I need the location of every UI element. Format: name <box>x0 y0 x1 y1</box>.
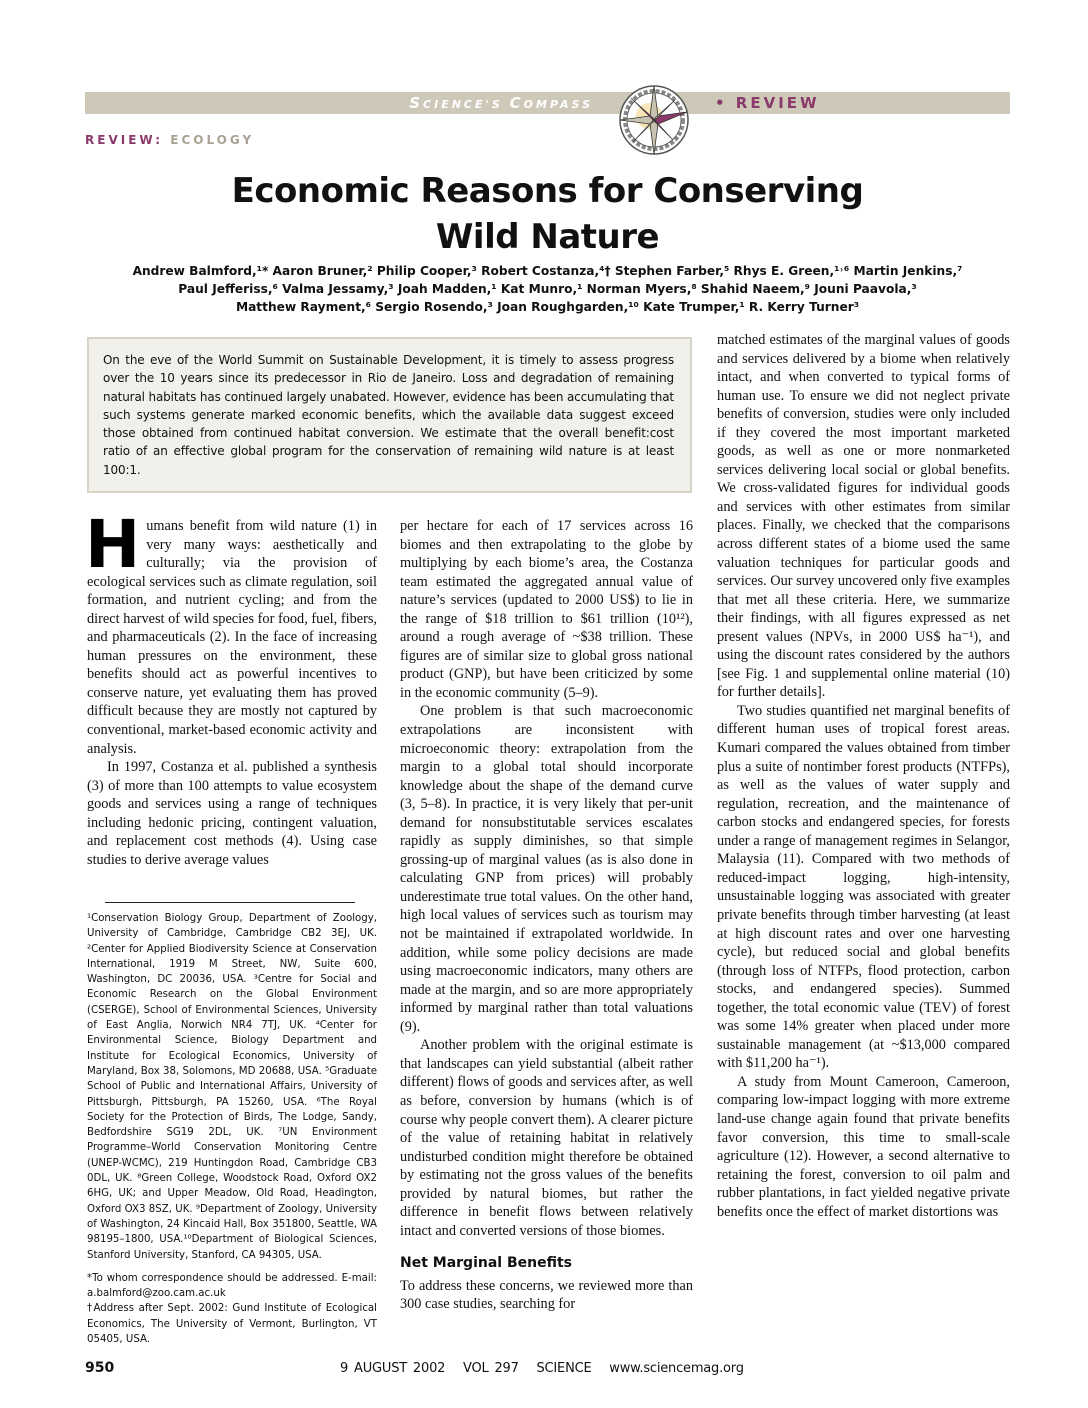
body-column-1 <box>85 506 377 869</box>
correspondence-note: *To whom correspondence should be addressed. E-mail: a.balmford@zoo.cam.ac.uk <box>87 1272 377 1300</box>
page-number: 950 <box>85 1360 115 1376</box>
body-column-2 <box>400 517 693 1314</box>
paragraph: per hectare for each of 17 services across 16 biomes and then extrapolating to the globe by multiplying by each biome’s area, the Costanza team estimated the aggregated annual value of nature’s services (updated to 2000 US$) to lie in the range of $18 trillion to $61 trillion (10¹²), around a rough average of ~$38 trillion. These figures are of similar size to global gross national product (GNP), but have been criticized by some in the economic community (5–9). <box>400 518 693 701</box>
paragraph: A study from Mount Cameroon, Cameroon, comparing low-impact logging with more extreme land-use change again found that private benefits favor conversion, this time to small-scale agriculture (12). However, a second alternative to retaining the forest, conversion to oil palm and rubber plantations, in fact yielded negative private benefits once the effect of market distortions was <box>717 1073 1010 1220</box>
footnotes <box>87 911 377 1347</box>
section-kicker <box>85 133 254 147</box>
paragraph: To address these concerns, we reviewed more than 300 case studies, searching for <box>400 1277 693 1313</box>
paragraph: One problem is that such macroeconomic extrapolations are inconsistent with microeconomic theory: extrapolation from the margin to a global total should incorporate knowledge about the shape of the demand curve (3, 5–8). In practice, it is very likely that per-unit demand for nonsubstitutable services escalates rapidly as supply diminishes, so that simple grossing-up of marginal values (as is also done in calculating GNP from prices) will probably underestimate true total values. On the other hand, high local values of services such as tourism may not be maintained if extrapolated worldwide. In addition, while some policy decisions are made using macroeconomic indicators, many others are made at the margin, and so are more appropriately informed by marginal rather than total valuations (9). <box>400 703 693 1035</box>
section-heading: Net Marginal Benefits <box>400 1255 572 1272</box>
paragraph: umans benefit from wild nature (1) in very many ways: aesthetically and culturally; via the provision of ecological services such as climate regulation, soil formation, and nutrient cycling; and from the direct harvest of wild species for food, fuel, fibers, and pharmaceuticals (2). In the face of increasing human pressures on the environment, these benefits should act as powerful incentives to conserve nature, yet evaluating them has proved difficult because they are mostly not captured by conventional, market-based economic activity and analysis. <box>87 518 377 757</box>
banner-review-label: • REVIEW <box>715 94 820 112</box>
author-line: Matthew Rayment,⁶ Sergio Rosendo,³ Joan Roughgarden,¹⁰ Kate Trumper,¹ R. Kerry Turner³ <box>235 300 860 314</box>
folio-line: 9 AUGUST 2002 VOL 297 SCIENCE www.sciencemag.org <box>340 1361 744 1376</box>
author-list <box>85 262 1010 316</box>
paragraph: In 1997, Costanza et al. published a synthesis (3) of more than 100 attempts to value ecosystem goods and services using a range of techniques including hedonic pricing, contingent valuation, and replacement cost methods (4). Using case studies to derive average values <box>87 759 377 868</box>
abstract-box <box>87 337 692 493</box>
paragraph: Two studies quantified net marginal benefits of different human uses of tropical forest areas. Kumari compared the values obtained from timber plus a suite of nontimber forest products (NTFPs), as well as the values of water supply and regulation, recreation, and the maintenance of carbon stocks and endangered species, for forests under a range of management regimes in Selangor, Malaysia (11). Compared with two methods of reduced-impact logging, high-intensity, unsustainable logging was associated with greater private benefits through timber harvesting (at least at high discount rates and over one harvesting cycle), but reduced social and global benefits (through loss of NTFPs, flood protection, carbon stocks, and endangered species). Summed together, the total economic value (TEV) of forest was some 14% greater when placed under more sustainable management (at ~$13,000 compared with $11,200 ha⁻¹). <box>717 702 1010 1072</box>
author-line: Paul Jefferiss,⁶ Valma Jessamy,³ Joah Madden,¹ Kat Munro,¹ Norman Myers,⁸ Shahid Naeem,⁹ Jouni Paavola,³ <box>178 282 917 296</box>
footnote-divider <box>105 902 355 903</box>
abstract-text: On the eve of the World Summit on Sustainable Development, it is timely to assess progress over the 10 years since its predecessor in Rio de Janeiro. Loss and degradation of remaining natural habitats has continued largely unabated. However, evidence has been accumulating that such systems generate marked economic benefits, which the available data suggest exceed those obtained from continued habitat conversion. We estimate that the overall benefit:cost ratio of an effective global program for the conservation of remaining wild nature is at least 100:1. <box>103 353 674 477</box>
banner-section-name: SCIENCE'S COMPASS <box>409 94 593 112</box>
drop-cap: H <box>85 506 141 583</box>
address-note: †Address after Sept. 2002: Gund Institute of Ecological Economics, The University of Vermont, Burlington, VT 05405, USA. <box>87 1303 377 1346</box>
paragraph: matched estimates of the marginal values of goods and services delivered by a biome when relatively intact, and when converted to typical forms of human use. To ensure we did not neglect private benefits of conversion, studies were only included if they covered the most important marketed goods, as well as one or more nonmarketed services delivering local social or global benefits. We cross-validated figures for individual goods and services with other estimates from similar places. Finally, we checked that the comparisons across different states of a biome used the same valuation techniques for particular goods and services. Our survey uncovered only five examples that met all these criteria. Here, we summarize their findings, with all figures expressed as net present values (NPVs, in 2000 US$ ha⁻¹), and using the discount rates considered by the authors [see Fig. 1 and supplemental online material (10) for further details]. <box>717 332 1010 701</box>
body-column-3 <box>717 331 1010 1221</box>
compass-rose-icon <box>617 80 691 158</box>
kicker-section: REVIEW: <box>85 133 164 147</box>
affiliations: ¹Conservation Biology Group, Department of Zoology, University of Cambridge, Cambridge CB2 3EJ, UK. ²Center for Applied Biodiversity Science at Conservation International, 1919 M Street, NW, Suite 600, Washington, DC 20036, USA. ³Centre for Social and Economic Research on the Global Environment (CSERGE), School of Environmental Sciences, University of East Anglia, Norwich NR4 7TJ, UK. ⁴Center for Environmental Science, Biology Department and Institute for Ecological Economics, University of Maryland, Box 38, Solomons, MD 20688, USA. ⁵Graduate School of Public and International Affairs, University of Pittsburgh, Pittsburgh, PA 15260, USA. ⁶The Royal Society for the Protection of Birds, The Lodge, Sandy, Bedfordshire SG19 2DL, UK. ⁷UN Environment Programme–World Conservation Monitoring Centre (UNEP-WCMC), 219 Huntingdon Road, Cambridge CB3 0DL, UK. ⁸Green College, Woodstock Road, Oxford OX2 6HG, UK; and Upper Meadow, Old Road, Headington, Oxford OX3 8SZ, UK. ⁹Department of Zoology, University of Washington, 24 Kincaid Hall, Box 351800, Seattle, WA 98195–1800, USA.¹⁰Department of Biological Sciences, Stanford University, Stanford, CA 94305, USA. <box>87 913 377 1261</box>
title-line: Economic Reasons for Conserving <box>231 171 864 211</box>
title-line: Wild Nature <box>435 217 660 257</box>
paragraph: Another problem with the original estimate is that landscapes can yield substantial (albeit rather different) flows of goods and services after, as well as before, conversion by humans (which is of course why people convert them). A clearer picture of the value of retaining habitat in relatively undisturbed condition might therefore be obtained by estimating not the gross values of the benefits provided by natural biomes, but rather the difference in benefit flows between relatively intact and converted versions of those biomes. <box>400 1037 693 1239</box>
article-title <box>85 168 1010 260</box>
section-banner <box>85 92 1010 114</box>
author-line: Andrew Balmford,¹* Aaron Bruner,² Philip Cooper,³ Robert Costanza,⁴† Stephen Farber,⁵ Rhys E. Green,¹˒⁶ Martin Jenkins,⁷ <box>132 264 963 278</box>
kicker-topic: ECOLOGY <box>170 133 255 147</box>
